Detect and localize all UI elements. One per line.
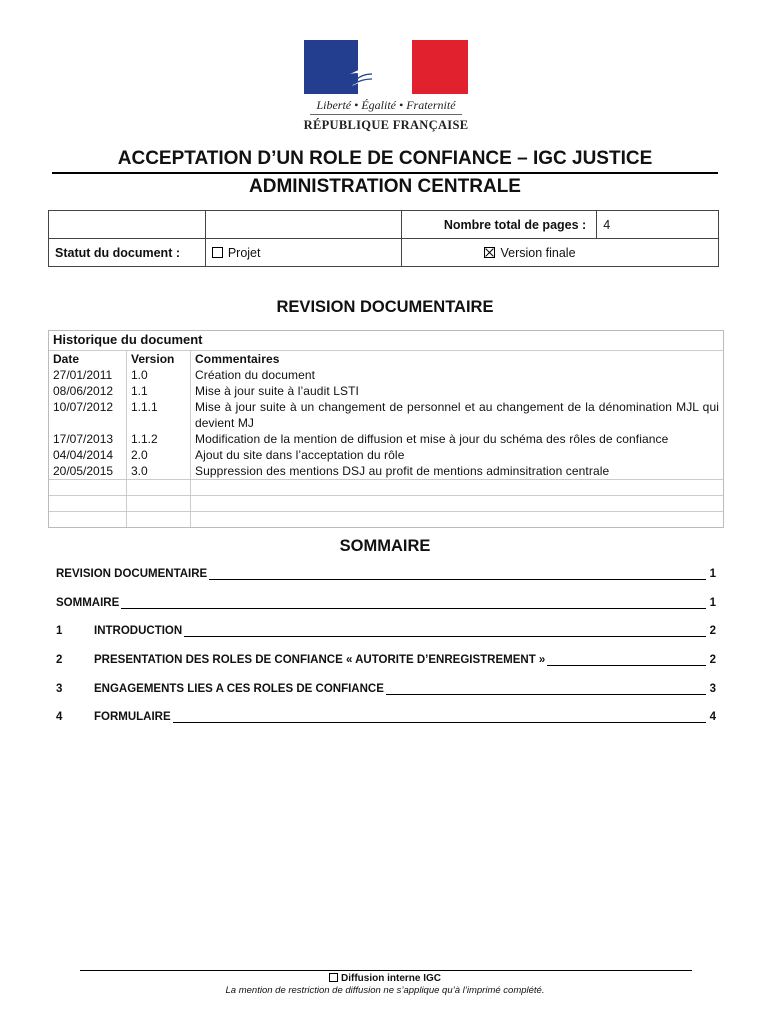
row-comment: Ajout du site dans l’acceptation du rôle xyxy=(195,448,405,462)
toc-entry-page: 2 xyxy=(709,654,716,667)
toc-entry-page: 2 xyxy=(709,625,716,638)
toc-entry-page: 4 xyxy=(709,711,716,724)
draft-label: Projet xyxy=(227,245,261,260)
toc-entry-page: 3 xyxy=(709,682,716,695)
summary-heading: SOMMAIRE xyxy=(339,537,431,555)
toc-entry-label: SOMMAIRE xyxy=(56,596,120,609)
toc-entry-page: 1 xyxy=(709,568,716,580)
title-line-1: ACCEPTATION D’UN ROLE DE CONFIANCE – IGC JUSTICE xyxy=(52,146,718,174)
toc-entry[interactable] xyxy=(56,625,716,654)
toc-entry-number: 3 xyxy=(56,682,63,695)
column-header-version: Version xyxy=(127,351,191,367)
toc-entry-label: REVISION DOCUMENTAIRE xyxy=(56,568,208,580)
toc-entry-number: 1 xyxy=(56,625,63,638)
row-version: 2.0 xyxy=(127,447,191,463)
toc-entry-number: 2 xyxy=(56,654,63,667)
document-status-table xyxy=(48,210,719,267)
history-table xyxy=(49,351,723,527)
empty-cell xyxy=(49,211,206,239)
table-of-contents xyxy=(56,568,716,740)
republique-logo xyxy=(300,40,472,140)
toc-entry-page: 1 xyxy=(709,596,716,609)
footer-note: La mention de restriction de diffusion ne s’applique qu’à l’imprimé complété. xyxy=(225,985,545,996)
toc-entry[interactable] xyxy=(56,568,716,597)
toc-entry-label: PRESENTATION DES ROLES DE CONFIANCE « AUTORITE D’ENREGISTREMENT » xyxy=(94,654,546,667)
logo-republic-name: RÉPUBLIQUE FRANÇAISE xyxy=(303,118,469,132)
footer-tag-label: Diffusion interne IGC xyxy=(341,973,441,984)
toc-entry-label: ENGAGEMENTS LIES A CES ROLES DE CONFIANCE xyxy=(94,682,384,695)
row-date: 17/07/2013 xyxy=(49,431,127,447)
table-row xyxy=(49,383,723,399)
toc-entry-number: 4 xyxy=(56,711,63,724)
table-row xyxy=(49,399,723,431)
marianne-profile-icon xyxy=(328,40,438,94)
table-row xyxy=(49,431,723,447)
page-count-label: Nombre total de pages : xyxy=(402,211,597,239)
empty-row xyxy=(49,480,723,496)
status-label: Statut du document : xyxy=(49,239,206,267)
revision-history xyxy=(48,330,724,528)
column-header-comments: Commentaires xyxy=(195,352,280,366)
revision-heading: REVISION DOCUMENTAIRE xyxy=(276,298,494,316)
row-version: 1.0 xyxy=(127,367,191,383)
empty-row xyxy=(49,496,723,512)
logo-motto: Liberté • Égalité • Fraternité xyxy=(316,98,456,112)
footer-divider xyxy=(80,970,692,971)
row-date: 10/07/2012 xyxy=(49,399,127,431)
row-version: 1.1.2 xyxy=(127,431,191,447)
status-option-final[interactable] xyxy=(402,239,719,267)
status-option-draft[interactable] xyxy=(205,239,402,267)
row-date: 08/06/2012 xyxy=(49,383,127,399)
final-checkbox-checked-icon[interactable] xyxy=(484,247,495,258)
toc-entry[interactable] xyxy=(56,597,716,626)
row-version: 3.0 xyxy=(127,463,191,480)
row-date: 27/01/2011 xyxy=(49,367,127,383)
footer-diffusion-tag xyxy=(0,973,770,984)
row-comment: Mise à jour suite à l’audit LSTI xyxy=(195,384,359,398)
toc-entry-label: INTRODUCTION xyxy=(94,625,183,638)
row-comment: Modification de la mention de diffusion et mise à jour du schéma des rôles de confiance xyxy=(195,432,669,446)
toc-entry-label: FORMULAIRE xyxy=(94,711,171,724)
row-comment: Suppression des mentions DSJ au profit de mentions adminsitration centrale xyxy=(195,464,610,478)
table-row xyxy=(49,447,723,463)
table-row xyxy=(49,367,723,383)
toc-entry[interactable] xyxy=(56,711,716,740)
row-comment: Création du document xyxy=(195,368,316,382)
row-version: 1.1 xyxy=(127,383,191,399)
draft-checkbox-icon[interactable] xyxy=(212,247,223,258)
row-comment: Mise à jour suite à un changement de personnel et au changement de la dénomination MJL qui devient MJ xyxy=(195,400,719,430)
row-date: 04/04/2014 xyxy=(49,447,127,463)
toc-entry[interactable] xyxy=(56,654,716,683)
page-count-value: 4 xyxy=(597,211,719,239)
row-date: 20/05/2015 xyxy=(49,463,127,480)
row-version: 1.1.1 xyxy=(127,399,191,431)
diffusion-checkbox-icon[interactable] xyxy=(329,973,338,982)
empty-cell xyxy=(205,211,402,239)
toc-entry[interactable] xyxy=(56,683,716,712)
final-label: Version finale xyxy=(500,245,576,260)
history-heading: Historique du document xyxy=(49,331,723,351)
title-line-2: ADMINISTRATION CENTRALE xyxy=(249,176,521,197)
table-row xyxy=(49,463,723,480)
column-header-date: Date xyxy=(49,351,127,367)
document-title xyxy=(52,146,718,200)
empty-row xyxy=(49,512,723,528)
